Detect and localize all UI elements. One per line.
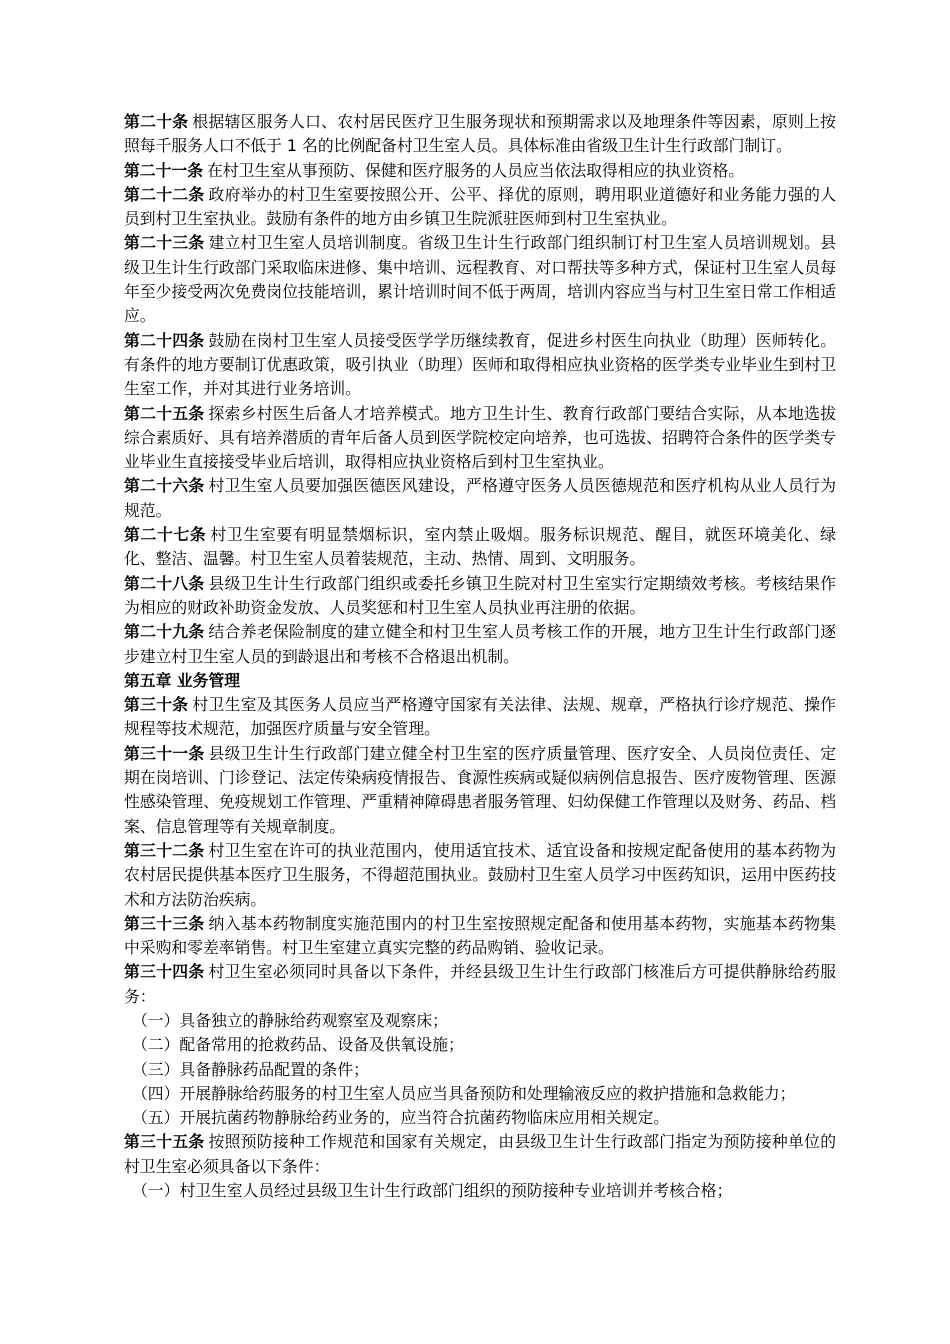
- article-26: [124, 474, 836, 523]
- article-number: 第三十三条: [124, 913, 205, 933]
- article-number: 第三十四条: [124, 962, 205, 982]
- article-number: 第二十九条: [124, 622, 205, 642]
- article-text: 政府举办的村卫生室要按照公开、公平、择优的原则，聘用职业道德好和业务能力强的人员到村卫生室执业。鼓励有条件的地方由乡镇卫生院派驻医师到村卫生室执业。: [124, 184, 836, 229]
- chapter-heading: 第五章 业务管理: [124, 670, 241, 690]
- article-number: 第二十五条: [124, 403, 205, 423]
- article-number: 第二十四条: [124, 330, 205, 350]
- list-item: （二）配备常用的抢救药品、设备及供氧设施；: [132, 1035, 464, 1055]
- article-text: 按照预防接种工作规范和国家有关规定，由县级卫生计生行政部门指定为预防接种单位的村卫生室必须具备以下条件：: [124, 1132, 836, 1176]
- article-text: 县级卫生计生行政部门组织或委托乡镇卫生院对村卫生室实行定期绩效考核。考核结果作为相应的财政补助资金发放、人员奖惩和村卫生室人员执业再注册的依据。: [124, 573, 836, 617]
- article-text: 村卫生室人员要加强医德医风建设，严格遵守医务人员医德规范和医疗机构从业人员行为规范。: [124, 476, 836, 520]
- article-27: [124, 523, 836, 572]
- article-21: [124, 159, 836, 183]
- article-text: 根据辖区服务人口、农村居民医疗卫生服务现状和预期需求以及地理条件等因素，原则上按照每千服务人口不低于 1 名的比例配备村卫生室人员。具体标准由省级卫生计生行政部门制订。: [124, 112, 836, 156]
- article-number: 第二十八条: [124, 573, 205, 593]
- list-item: （五）开展抗菌药物静脉给药业务的，应当符合抗菌药物临床应用相关规定。: [132, 1108, 670, 1128]
- article-text: 纳入基本药物制度实施范围内的村卫生室按照规定配备和使用基本药物，实施基本药物集中采购和零差率销售。村卫生室建立真实完整的药品购销、验收记录。: [124, 913, 836, 958]
- article-text: 结合养老保险制度的建立健全和村卫生室人员考核工作的开展，地方卫生计生行政部门逐步建立村卫生室人员的到龄退出和考核不合格退出机制。: [124, 622, 836, 666]
- article-number: 第二十条: [124, 112, 189, 131]
- article-28: [124, 572, 836, 621]
- article-33: [124, 912, 836, 961]
- article-text: 村卫生室要有明显禁烟标识，室内禁止吸烟。服务标识规范、醒目，就医环境美化、绿化、整洁、温馨。村卫生室人员着装规范，主动、热情、周到、文明服务。: [124, 525, 836, 569]
- article-text: 鼓励在岗村卫生室人员接受医学学历继续教育，促进乡村医生向执业（助理）医师转化。有条件的地方要制订优惠政策，吸引执业（助理）医师和取得相应执业资格的医学类专业毕业生到村卫生室工作，并对其进行业务培训。: [124, 330, 836, 399]
- article-25: [124, 402, 836, 475]
- document-page: [124, 110, 836, 1203]
- article-text: 村卫生室在许可的执业范围内，使用适宜技术、适宜设备和按规定配备使用的基本药物为农村居民提供基本医疗卫生服务，不得超范围执业。鼓励村卫生室人员学习中医药知识，运用中医药技术和方法防治疾病。: [124, 840, 836, 909]
- article-22: [124, 183, 836, 232]
- article-text: 村卫生室及其医务人员应当严格遵守国家有关法律、法规、规章，严格执行诊疗规范、操作规程等技术规范，加强医疗质量与安全管理。: [124, 695, 836, 739]
- article-32: [124, 839, 836, 912]
- list-item: （一）村卫生室人员经过县级卫生计生行政部门组织的预防接种专业培训并考核合格；: [132, 1181, 733, 1201]
- article-35: [124, 1130, 836, 1179]
- article-number: 第三十条: [124, 695, 189, 715]
- article-23: [124, 231, 836, 328]
- article-number: 第二十一条: [124, 160, 203, 180]
- list-item: （一）具备独立的静脉给药观察室及观察床；: [132, 1010, 448, 1030]
- article-20: [124, 110, 836, 159]
- article-text: 建立村卫生室人员培训制度。省级卫生计生行政部门组织制订村卫生室人员培训规划。县级卫生计生行政部门采取临床进修、集中培训、远程教育、对口帮扶等多种方式，保证村卫生室人员每年至少接受两次免费岗位技能培训，累计培训时间不低于两周，培训内容应当与村卫生室日常工作相适应。: [124, 233, 836, 326]
- article-number: 第三十一条: [124, 743, 205, 763]
- article-number: 第二十二条: [124, 184, 205, 204]
- article-24: [124, 329, 836, 402]
- list-item: （四）开展静脉给药服务的村卫生室人员应当具备预防和处理输液反应的救护措施和急救能力；: [132, 1083, 796, 1103]
- article-text: 村卫生室必须同时具备以下条件，并经县级卫生计生行政部门核准后方可提供静脉给药服务：: [124, 962, 836, 1006]
- article-number: 第二十三条: [124, 233, 205, 253]
- article-31: [124, 742, 836, 839]
- article-text: 县级卫生计生行政部门建立健全村卫生室的医疗质量管理、医疗安全、人员岗位责任、定期在岗培训、门诊登记、法定传染病疫情报告、食源性疾病或疑似病例信息报告、医疗废物管理、医源性感染管理、免疫规划工作管理、严重精神障碍患者服务管理、妇幼保健工作管理以及财务、药品、档案、信息管理等有关规章制度。: [124, 743, 836, 836]
- list-item: （三）具备静脉药品配置的条件；: [132, 1059, 369, 1079]
- article-30: [124, 693, 836, 742]
- article-number: 第三十二条: [124, 840, 205, 860]
- article-number: 第三十五条: [124, 1132, 205, 1152]
- article-text: 探索乡村医生后备人才培养模式。地方卫生计生、教育行政部门要结合实际，从本地选拔综合素质好、具有培养潜质的青年后备人员到医学院校定向培养，也可选拔、招聘符合条件的医学类专业毕业生直接接受毕业后培训，取得相应执业资格后到村卫生室执业。: [124, 403, 836, 472]
- article-34: [124, 960, 836, 1009]
- article-29: [124, 620, 836, 669]
- article-text: 在村卫生室从事预防、保健和医疗服务的人员应当依法取得相应的执业资格。: [207, 160, 745, 180]
- article-number: 第二十六条: [124, 476, 205, 496]
- article-number: 第二十七条: [124, 525, 207, 545]
